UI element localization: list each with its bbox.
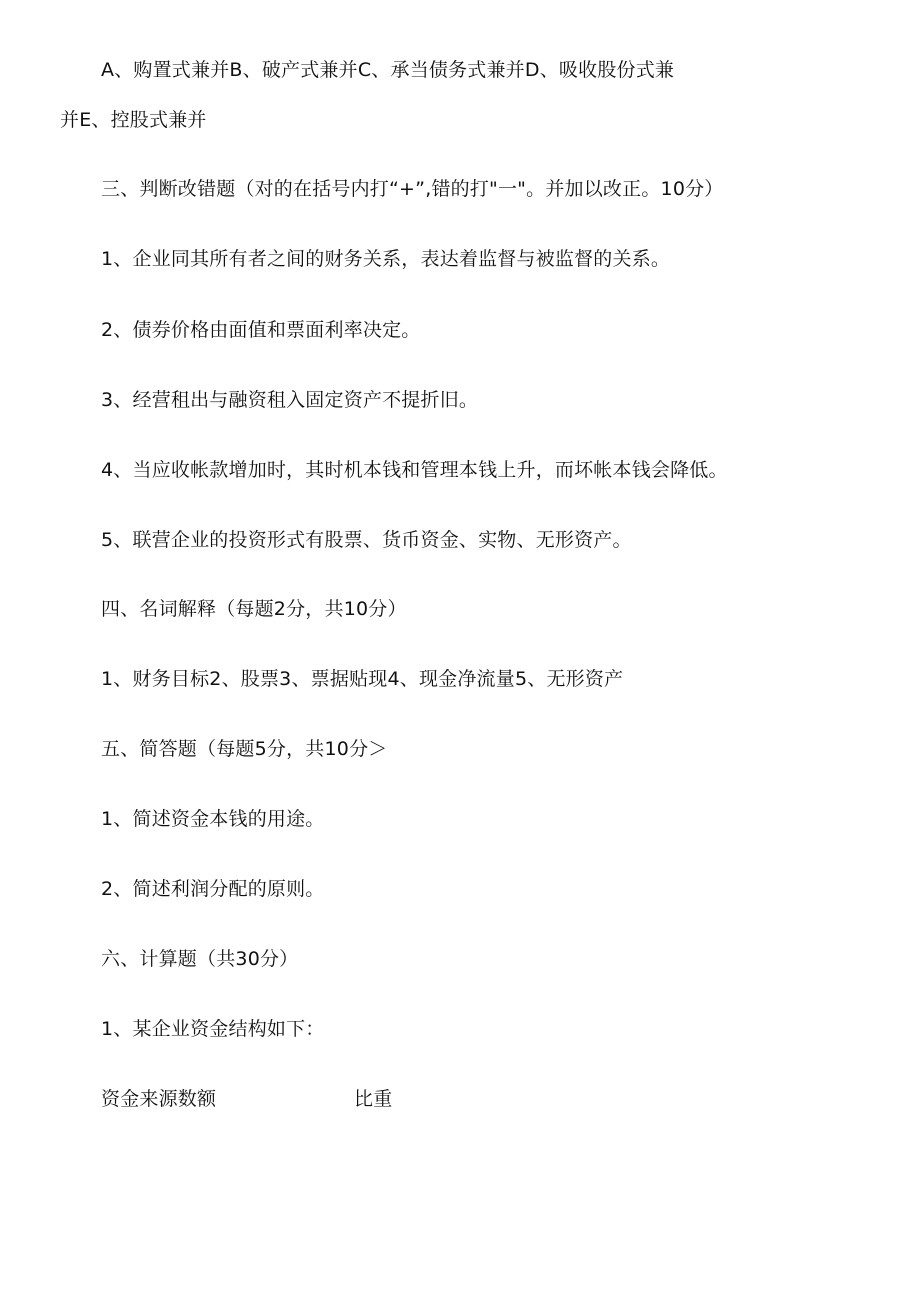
section-heading-short-answer: 五、简答题（每题5分，共10分＞: [101, 738, 388, 760]
true-false-item-3: 3、经营租出与融资租入固定资产不提折旧。: [101, 389, 479, 411]
short-answer-item-2: 2、简述利润分配的原则。: [101, 878, 325, 900]
section-heading-true-false: 三、判断改错题（对的在括号内打“+”,错的打"一"。并加以改正。10分）: [101, 178, 724, 200]
true-false-item-1: 1、企业同其所有者之间的财务关系，表达着监督与被监督的关系。: [101, 248, 671, 270]
table-header-source-amount: 资金来源数额: [101, 1088, 217, 1110]
choice-options-line-2: 并E、控股式兼并: [60, 109, 207, 131]
section-heading-calculation: 六、计算题（共30分）: [101, 948, 299, 970]
short-answer-item-1: 1、简述资金本钱的用途。: [101, 808, 325, 830]
true-false-item-5: 5、联营企业的投资形式有股票、货币资金、实物、无形资产。: [101, 529, 632, 551]
true-false-item-2: 2、债券价格由面值和票面利率决定。: [101, 319, 421, 341]
calculation-item-1: 1、某企业资金结构如下：: [101, 1018, 325, 1040]
choice-options-line-1: A、购置式兼并B、破产式兼并C、承当债务式兼并D、吸收股份式兼: [101, 59, 675, 81]
table-header-proportion: 比重: [354, 1088, 393, 1110]
terms-list: 1、财务目标2、股票3、票据贴现4、现金净流量5、无形资产: [101, 668, 624, 690]
true-false-item-4: 4、当应收帐款增加时，其时机本钱和管理本钱上升，而坏帐本钱会降低。: [101, 459, 728, 481]
section-heading-terms: 四、名词解释（每题2分，共10分）: [101, 598, 407, 620]
